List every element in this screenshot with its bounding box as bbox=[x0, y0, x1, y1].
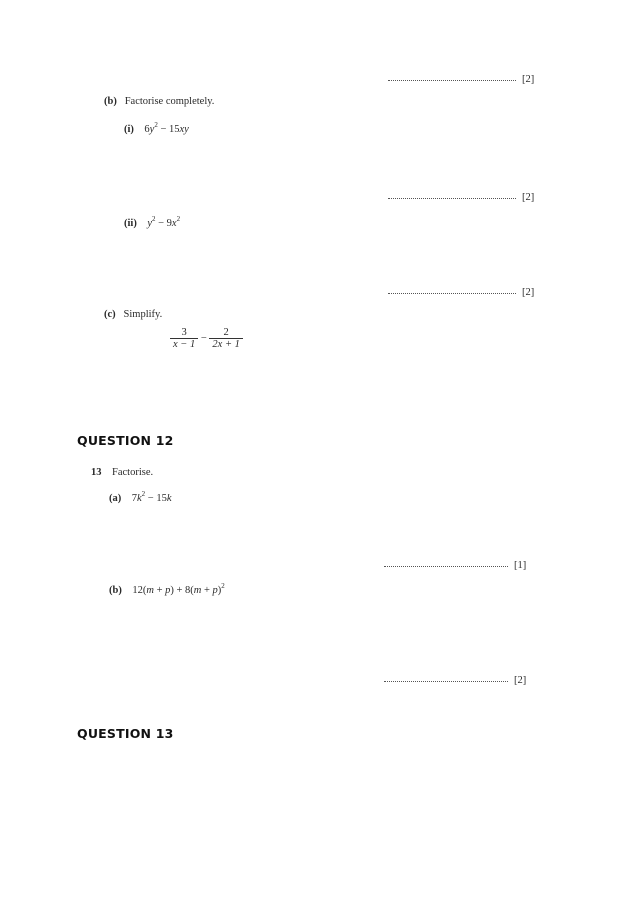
fraction-1-denominator: x − 1 bbox=[170, 338, 198, 350]
q13-heading bbox=[91, 467, 153, 478]
part-b-heading bbox=[104, 96, 214, 107]
part-b-ii bbox=[124, 215, 180, 229]
fraction-2 bbox=[209, 327, 243, 350]
part-b-label: (b) bbox=[104, 96, 117, 107]
answer-line-13-a bbox=[384, 560, 526, 571]
expression-c bbox=[170, 327, 243, 350]
part-b-i-label: (i) bbox=[124, 124, 134, 135]
expression-13-a: $7k^2 - 15k$ bbox=[131, 490, 172, 504]
mark-b-i: [2] bbox=[522, 192, 535, 203]
q13-b bbox=[109, 582, 225, 596]
part-c-instruction: Simplify. bbox=[123, 309, 163, 320]
q13-number: 13 bbox=[91, 467, 102, 478]
question-13-heading: QUESTION 13 bbox=[77, 726, 174, 741]
expression-b-ii: $y^2 - 9x^2$ bbox=[147, 215, 181, 229]
answer-dots bbox=[388, 197, 516, 199]
mark-b-ii: [2] bbox=[522, 287, 535, 298]
expression-13-b: $12(m + p) + 8(m + p)^2$ bbox=[132, 582, 225, 596]
fraction-1-numerator: 3 bbox=[181, 327, 187, 338]
q13-b-label: (b) bbox=[109, 585, 122, 596]
expression-b-i: $6y^2 - 15xy$ bbox=[144, 121, 189, 135]
mark-13-a: [1] bbox=[514, 560, 527, 571]
part-c-heading bbox=[104, 309, 162, 320]
part-b-instruction: Factorise completely. bbox=[124, 96, 215, 107]
answer-line-b-i bbox=[388, 192, 534, 203]
part-b-i bbox=[124, 121, 189, 135]
fraction-1 bbox=[170, 327, 198, 350]
answer-line-b-ii bbox=[388, 287, 534, 298]
q13-instruction: Factorise. bbox=[112, 467, 154, 478]
answer-line-top bbox=[388, 74, 534, 85]
mark-top: [2] bbox=[522, 74, 535, 85]
question-12-heading: QUESTION 12 bbox=[77, 433, 174, 448]
q13-a-label: (a) bbox=[109, 493, 122, 504]
mark-13-b: [2] bbox=[514, 675, 527, 686]
minus-operator: − bbox=[200, 333, 207, 344]
answer-dots bbox=[384, 680, 508, 682]
part-b-ii-label: (ii) bbox=[124, 218, 137, 229]
answer-dots bbox=[388, 292, 516, 294]
fraction-2-numerator: 2 bbox=[223, 327, 229, 338]
q13-a bbox=[109, 490, 172, 504]
answer-dots bbox=[384, 565, 508, 567]
answer-line-13-b bbox=[384, 675, 526, 686]
answer-dots bbox=[388, 79, 516, 81]
part-c-label: (c) bbox=[104, 309, 116, 320]
fraction-2-denominator: 2x + 1 bbox=[209, 338, 243, 350]
